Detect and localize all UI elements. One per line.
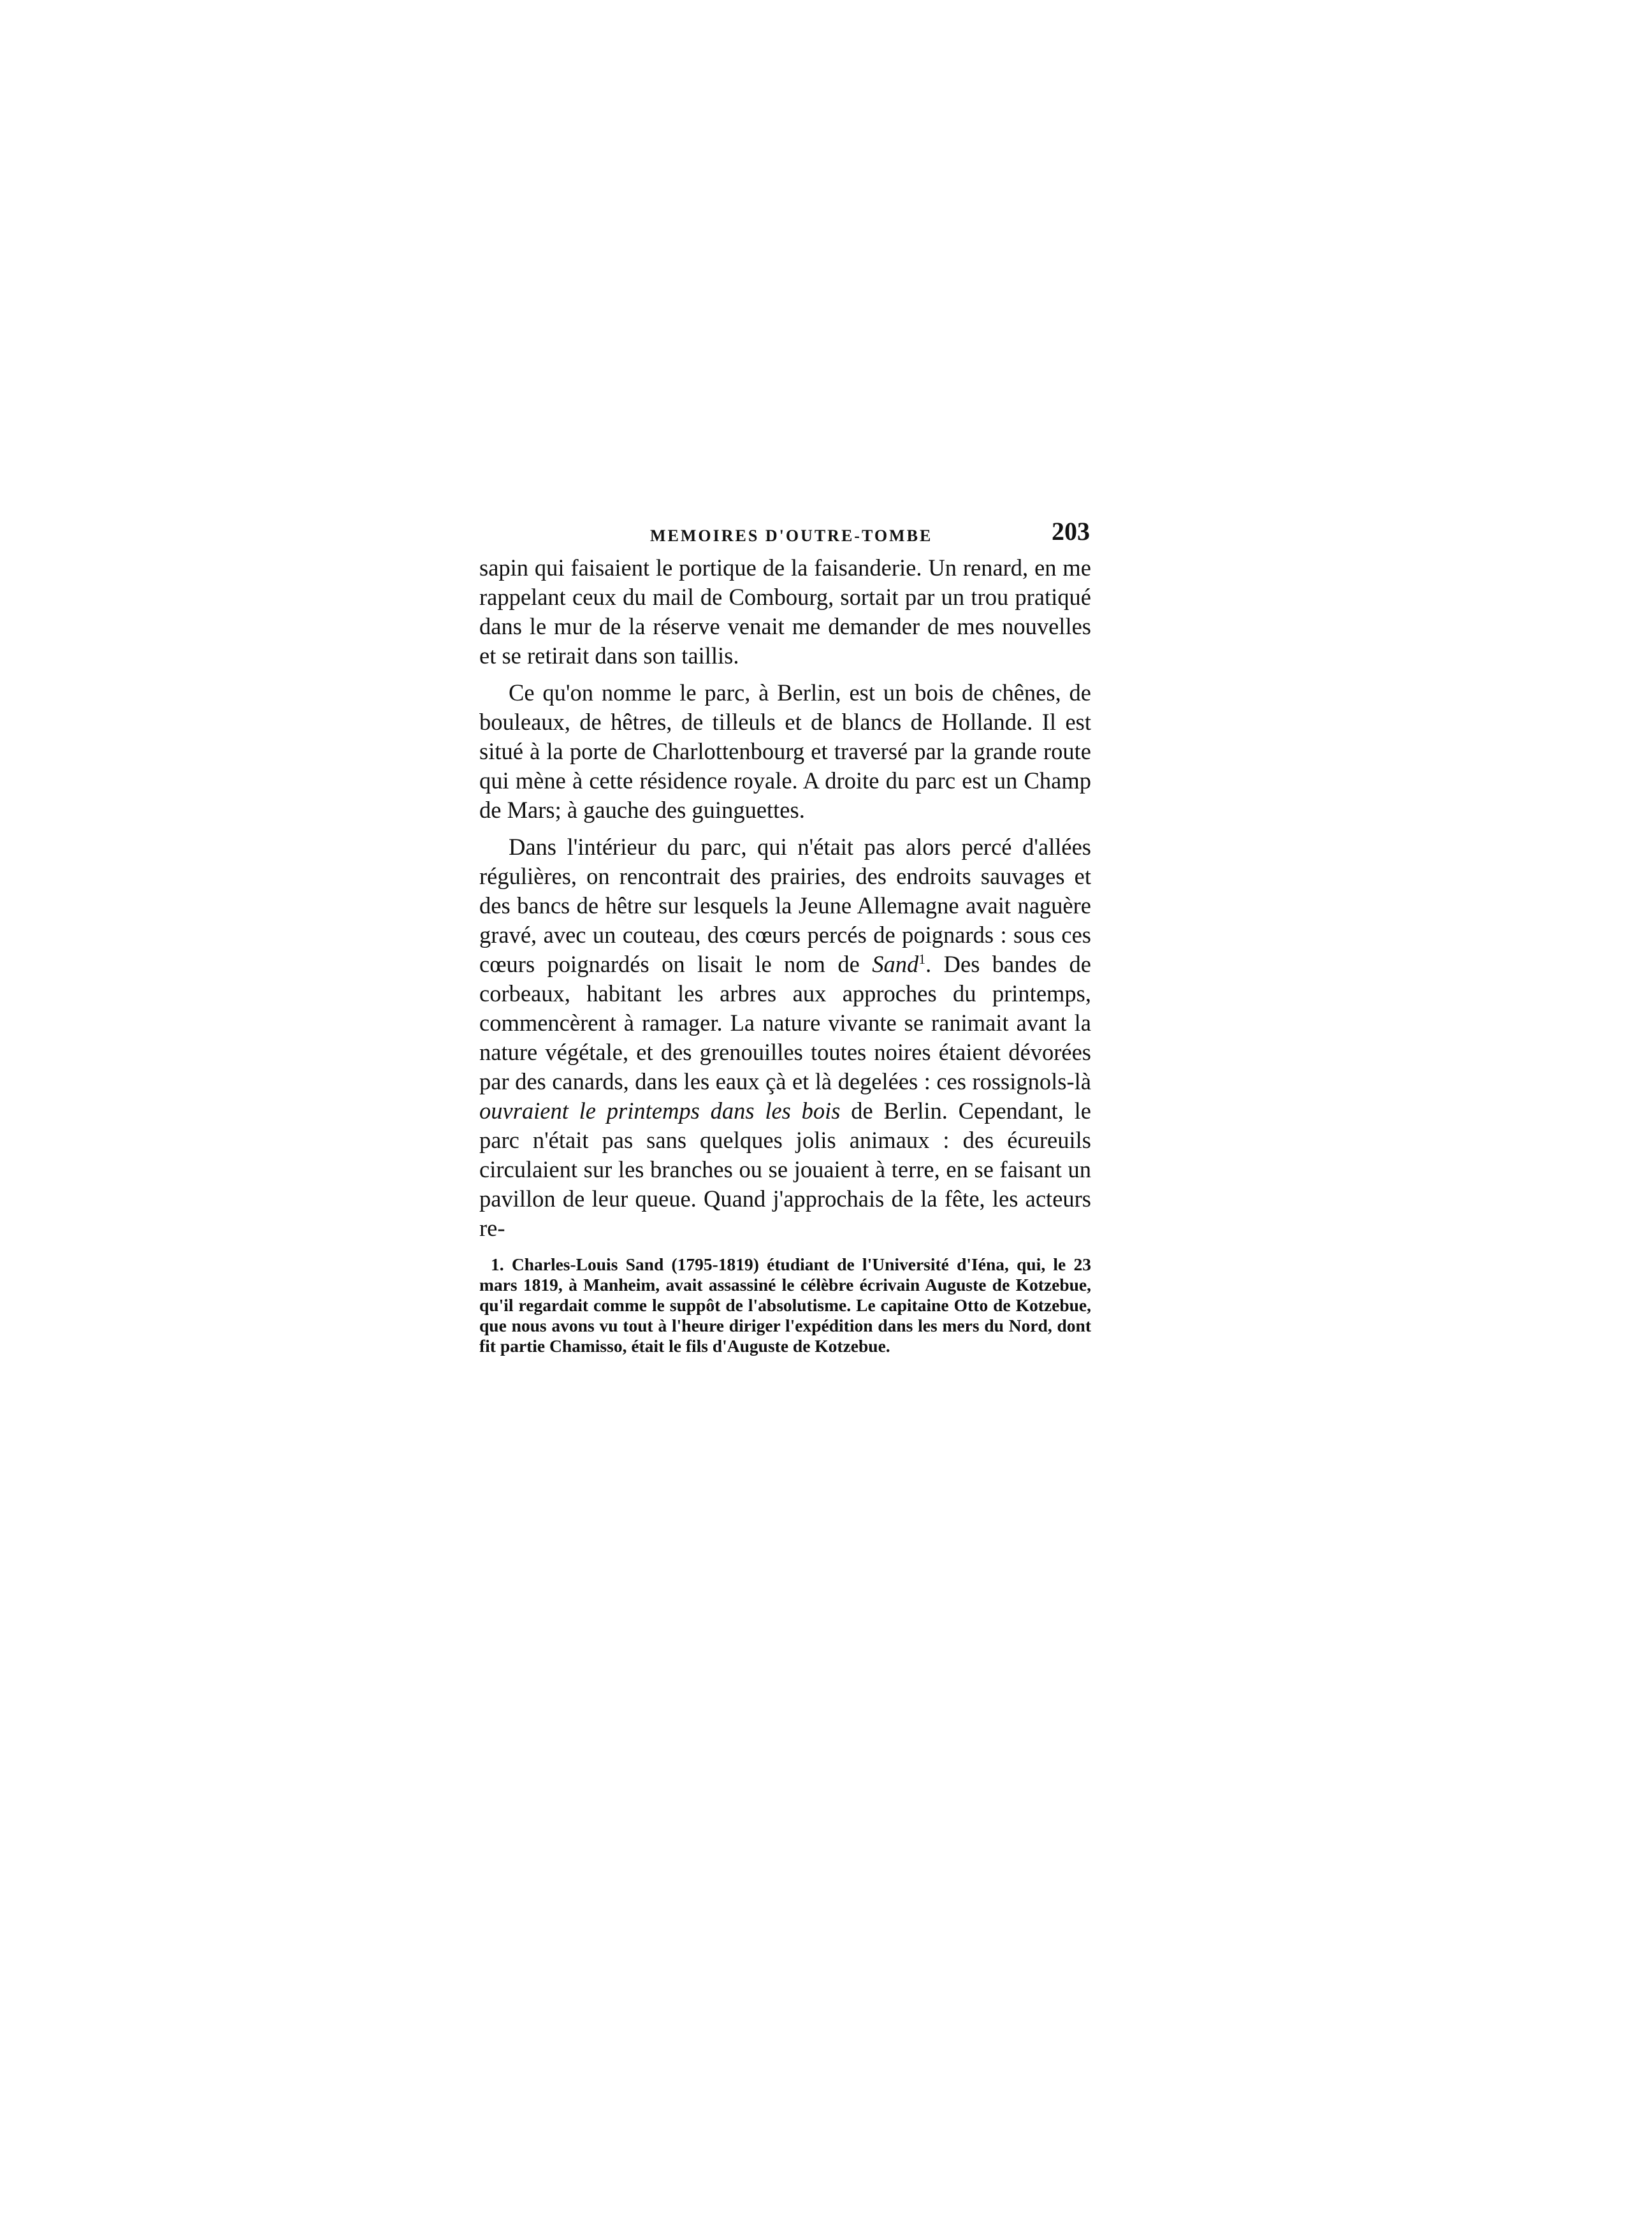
footnote-reference: 1 (918, 950, 926, 967)
running-title: MEMOIRES D'OUTRE-TOMBE (650, 526, 933, 545)
body-text (479, 553, 1091, 1243)
paragraph-3-part-3: de Berlin. Cependant, le parc n'était pas sans quelques jolis animaux : des écureuils circulaient sur les branches ou se jouaient à terre, en se faisant un pavillon de leur queue. Quand j'approchais de la fête, les acteurs re- (479, 1098, 1091, 1241)
book-page (479, 516, 1091, 1356)
paragraph-3-italic-sand: Sand (872, 951, 919, 977)
footnotes (479, 1254, 1091, 1356)
paragraph-3-part-2: . Des bandes de corbeaux, habitant les arbres aux approches du printemps, commencèrent à ramager. La nature vivante se ranimait avant la nature végétale, et des grenouilles toutes noires étaient dévorées par des canards, dans les eaux çà et là degelées : ces rossignols-là (479, 951, 1091, 1094)
paragraph-3-part-1: Dans l'intérieur du parc, qui n'était pas alors percé d'allées régulières, on rencontrait des prairies, des endroits sauvages et des bancs de hêtre sur lesquels la Jeune Allemagne avait naguère gravé, avec un couteau, des cœurs percés de poignards : sous ces cœurs poignardés on lisait le nom de (479, 834, 1091, 977)
paragraph-1: sapin qui faisaient le portique de la faisanderie. Un renard, en me rappelant ceux du mail de Combourg, sortait par un trou pratiqué dans le mur de la réserve venait me demander de mes nouvelles et se retirait dans son taillis. (479, 555, 1091, 669)
paragraph-2: Ce qu'on nomme le parc, à Berlin, est un bois de chênes, de bouleaux, de hêtres, de tilleuls et de blancs de Hollande. Il est situé à la porte de Charlottenbourg et traversé par la grande route qui mène à cette résidence royale. A droite du parc est un Champ de Mars; à gauche des guinguettes. (479, 679, 1091, 823)
footnote-1: 1. Charles-Louis Sand (1795-1819) étudiant de l'Université d'Iéna, qui, le 23 mars 1819, à Manheim, avait assassiné le célèbre écrivain Auguste de Kotzebue, qu'il regardait comme le suppôt de l'absolutisme. Le capitaine Otto de Kotzebue, que nous avons vu tout à l'heure diriger l'expédition dans les mers du Nord, dont fit partie Chamisso, était le fils d'Auguste de Kotzebue. (479, 1254, 1091, 1356)
running-head (479, 516, 1091, 547)
paragraph-3-italic-quote: ouvraient le printemps dans les bois (479, 1098, 841, 1124)
paragraph-3 (479, 832, 1091, 1243)
page-number: 203 (1052, 517, 1090, 546)
